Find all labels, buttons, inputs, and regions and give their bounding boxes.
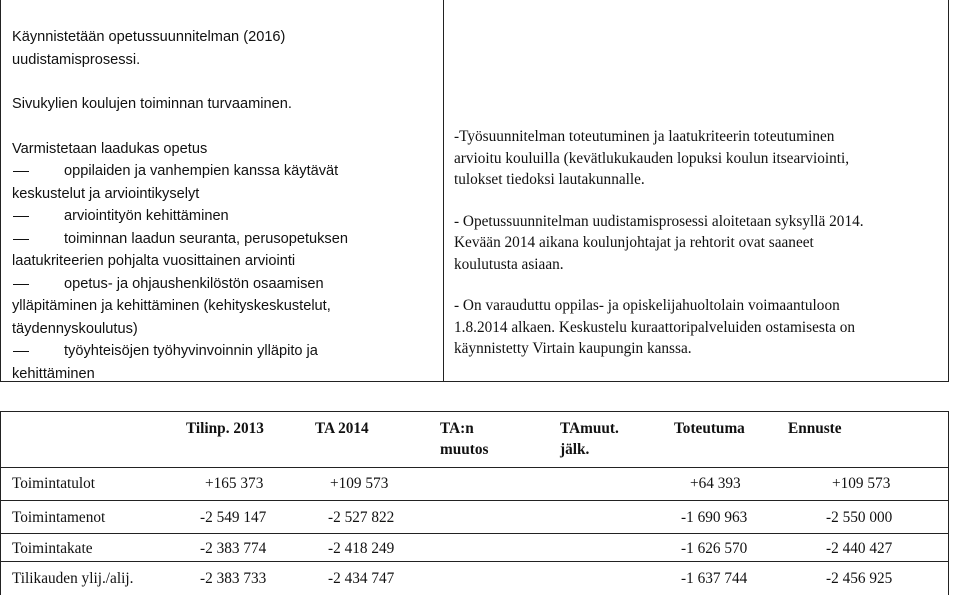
col-header-ta: TA 2014 xyxy=(315,420,369,437)
bullet-item: toiminnan laadun seuranta, perusopetuksen xyxy=(12,228,432,251)
result-line: käynnistetty Virtain kaupungin kanssa. xyxy=(454,340,692,357)
dash-bullet-icon xyxy=(12,228,64,251)
top-table-divider xyxy=(443,0,444,382)
result-line: Kevään 2014 aikana koulunjohtajat ja rehtorit ovat saaneet xyxy=(454,234,814,251)
bullet-item: työyhteisöjen työhyvinvoinnin ylläpito ja xyxy=(12,340,432,363)
dash-bullet-icon xyxy=(12,160,64,183)
cell-tilinp: -2 383 733 xyxy=(200,570,267,587)
row-label: Toimintamenot xyxy=(12,509,106,526)
dash-bullet-icon xyxy=(12,340,64,363)
cell-toteutuma: -1 637 744 xyxy=(681,570,748,587)
bullet-item: opetus- ja ohjaushenkilöstön osaamisen xyxy=(12,273,432,296)
results-cell xyxy=(454,126,954,360)
col-header-ennuste: Ennuste xyxy=(788,420,842,437)
result-line: - Opetussuunnitelman uudistamisprosessi aloitetaan syksyllä 2014. xyxy=(454,212,864,230)
fin-table-header-border xyxy=(0,467,949,468)
bullet-continuation: täydennyskoulutus) xyxy=(12,320,138,337)
cell-toteutuma: -1 690 963 xyxy=(681,509,748,526)
goal-line: Käynnistetään opetussuunnitelman (2016) xyxy=(12,29,286,45)
fin-table-left-border xyxy=(0,411,1,595)
cell-tilinp: -2 549 147 xyxy=(200,509,267,526)
bullet-item: oppilaiden ja vanhempien kanssa käytävät xyxy=(12,160,432,183)
goal-line: Sivukylien koulujen toiminnan turvaaminen. xyxy=(12,96,292,112)
bullet-continuation: laatukriteerien pohjalta vuosittainen arviointi xyxy=(12,253,296,269)
cell-ta: -2 434 747 xyxy=(328,570,395,587)
bullet-continuation: kehittäminen xyxy=(12,365,95,382)
goal-heading: Varmistetaan laadukas opetus xyxy=(12,140,208,157)
top-table-left-border xyxy=(0,0,1,382)
fin-table-right-border xyxy=(948,411,949,595)
fin-table-row-border xyxy=(0,500,949,501)
cell-toteutuma: -1 626 570 xyxy=(681,540,748,557)
result-line: - On varauduttu oppilas- ja opiskelijahuoltolain voimaantuloon xyxy=(454,297,840,314)
cell-ta: -2 418 249 xyxy=(328,540,395,557)
result-line: arvioitu kouluilla (kevätlukukauden lopuksi koulun itsearviointi, xyxy=(454,149,850,167)
goal-line: uudistamisprosessi. xyxy=(12,51,141,68)
cell-ennuste: +109 573 xyxy=(832,475,891,492)
row-label: Tilikauden ylij./alij. xyxy=(12,570,134,587)
result-line: tulokset tiedoksi lautakunnalle. xyxy=(454,171,645,188)
cell-ta: -2 527 822 xyxy=(328,509,395,526)
cell-tilinp: +165 373 xyxy=(205,475,264,492)
cell-tilinp: -2 383 774 xyxy=(200,540,267,557)
dash-bullet-icon xyxy=(12,273,64,296)
cell-ennuste: -2 440 427 xyxy=(826,540,893,557)
row-label: Toimintakate xyxy=(12,540,93,557)
dash-bullet-icon xyxy=(12,205,64,228)
col-header-toteutuma: Toteutuma xyxy=(674,420,745,437)
cell-ennuste: -2 456 925 xyxy=(826,570,893,587)
fin-table-row-border xyxy=(0,533,949,534)
col-header-tan-muutos: muutos xyxy=(440,441,489,458)
bullet-continuation: keskustelut ja arviointikyselyt xyxy=(12,185,200,202)
col-header-tamuut: jälk. xyxy=(560,441,590,458)
col-header-tamuut: TAmuut. xyxy=(560,420,619,437)
cell-ta: +109 573 xyxy=(330,475,389,492)
financial-table xyxy=(0,411,960,595)
cell-toteutuma: +64 393 xyxy=(690,475,741,492)
cell-ennuste: -2 550 000 xyxy=(826,509,893,526)
result-line: 1.8.2014 alkaen. Keskustelu kuraattoripalveluiden ostamisesta on xyxy=(454,318,856,336)
result-line: koulutusta asiaan. xyxy=(454,255,564,273)
fin-table-row-border xyxy=(0,561,949,562)
col-header-tan-muutos: TA:n xyxy=(440,420,474,437)
result-line: -Työsuunnitelman toteutuminen ja laatukriteerin toteutuminen xyxy=(454,128,835,145)
fin-table-top-border xyxy=(0,411,949,412)
row-label: Toimintatulot xyxy=(12,475,96,492)
goals-cell xyxy=(12,26,432,385)
bullet-continuation: ylläpitäminen ja kehittäminen (kehityskeskustelut, xyxy=(12,298,331,314)
bullet-item: arviointityön kehittäminen xyxy=(12,205,432,228)
col-header-tilinp: Tilinp. 2013 xyxy=(186,420,264,437)
